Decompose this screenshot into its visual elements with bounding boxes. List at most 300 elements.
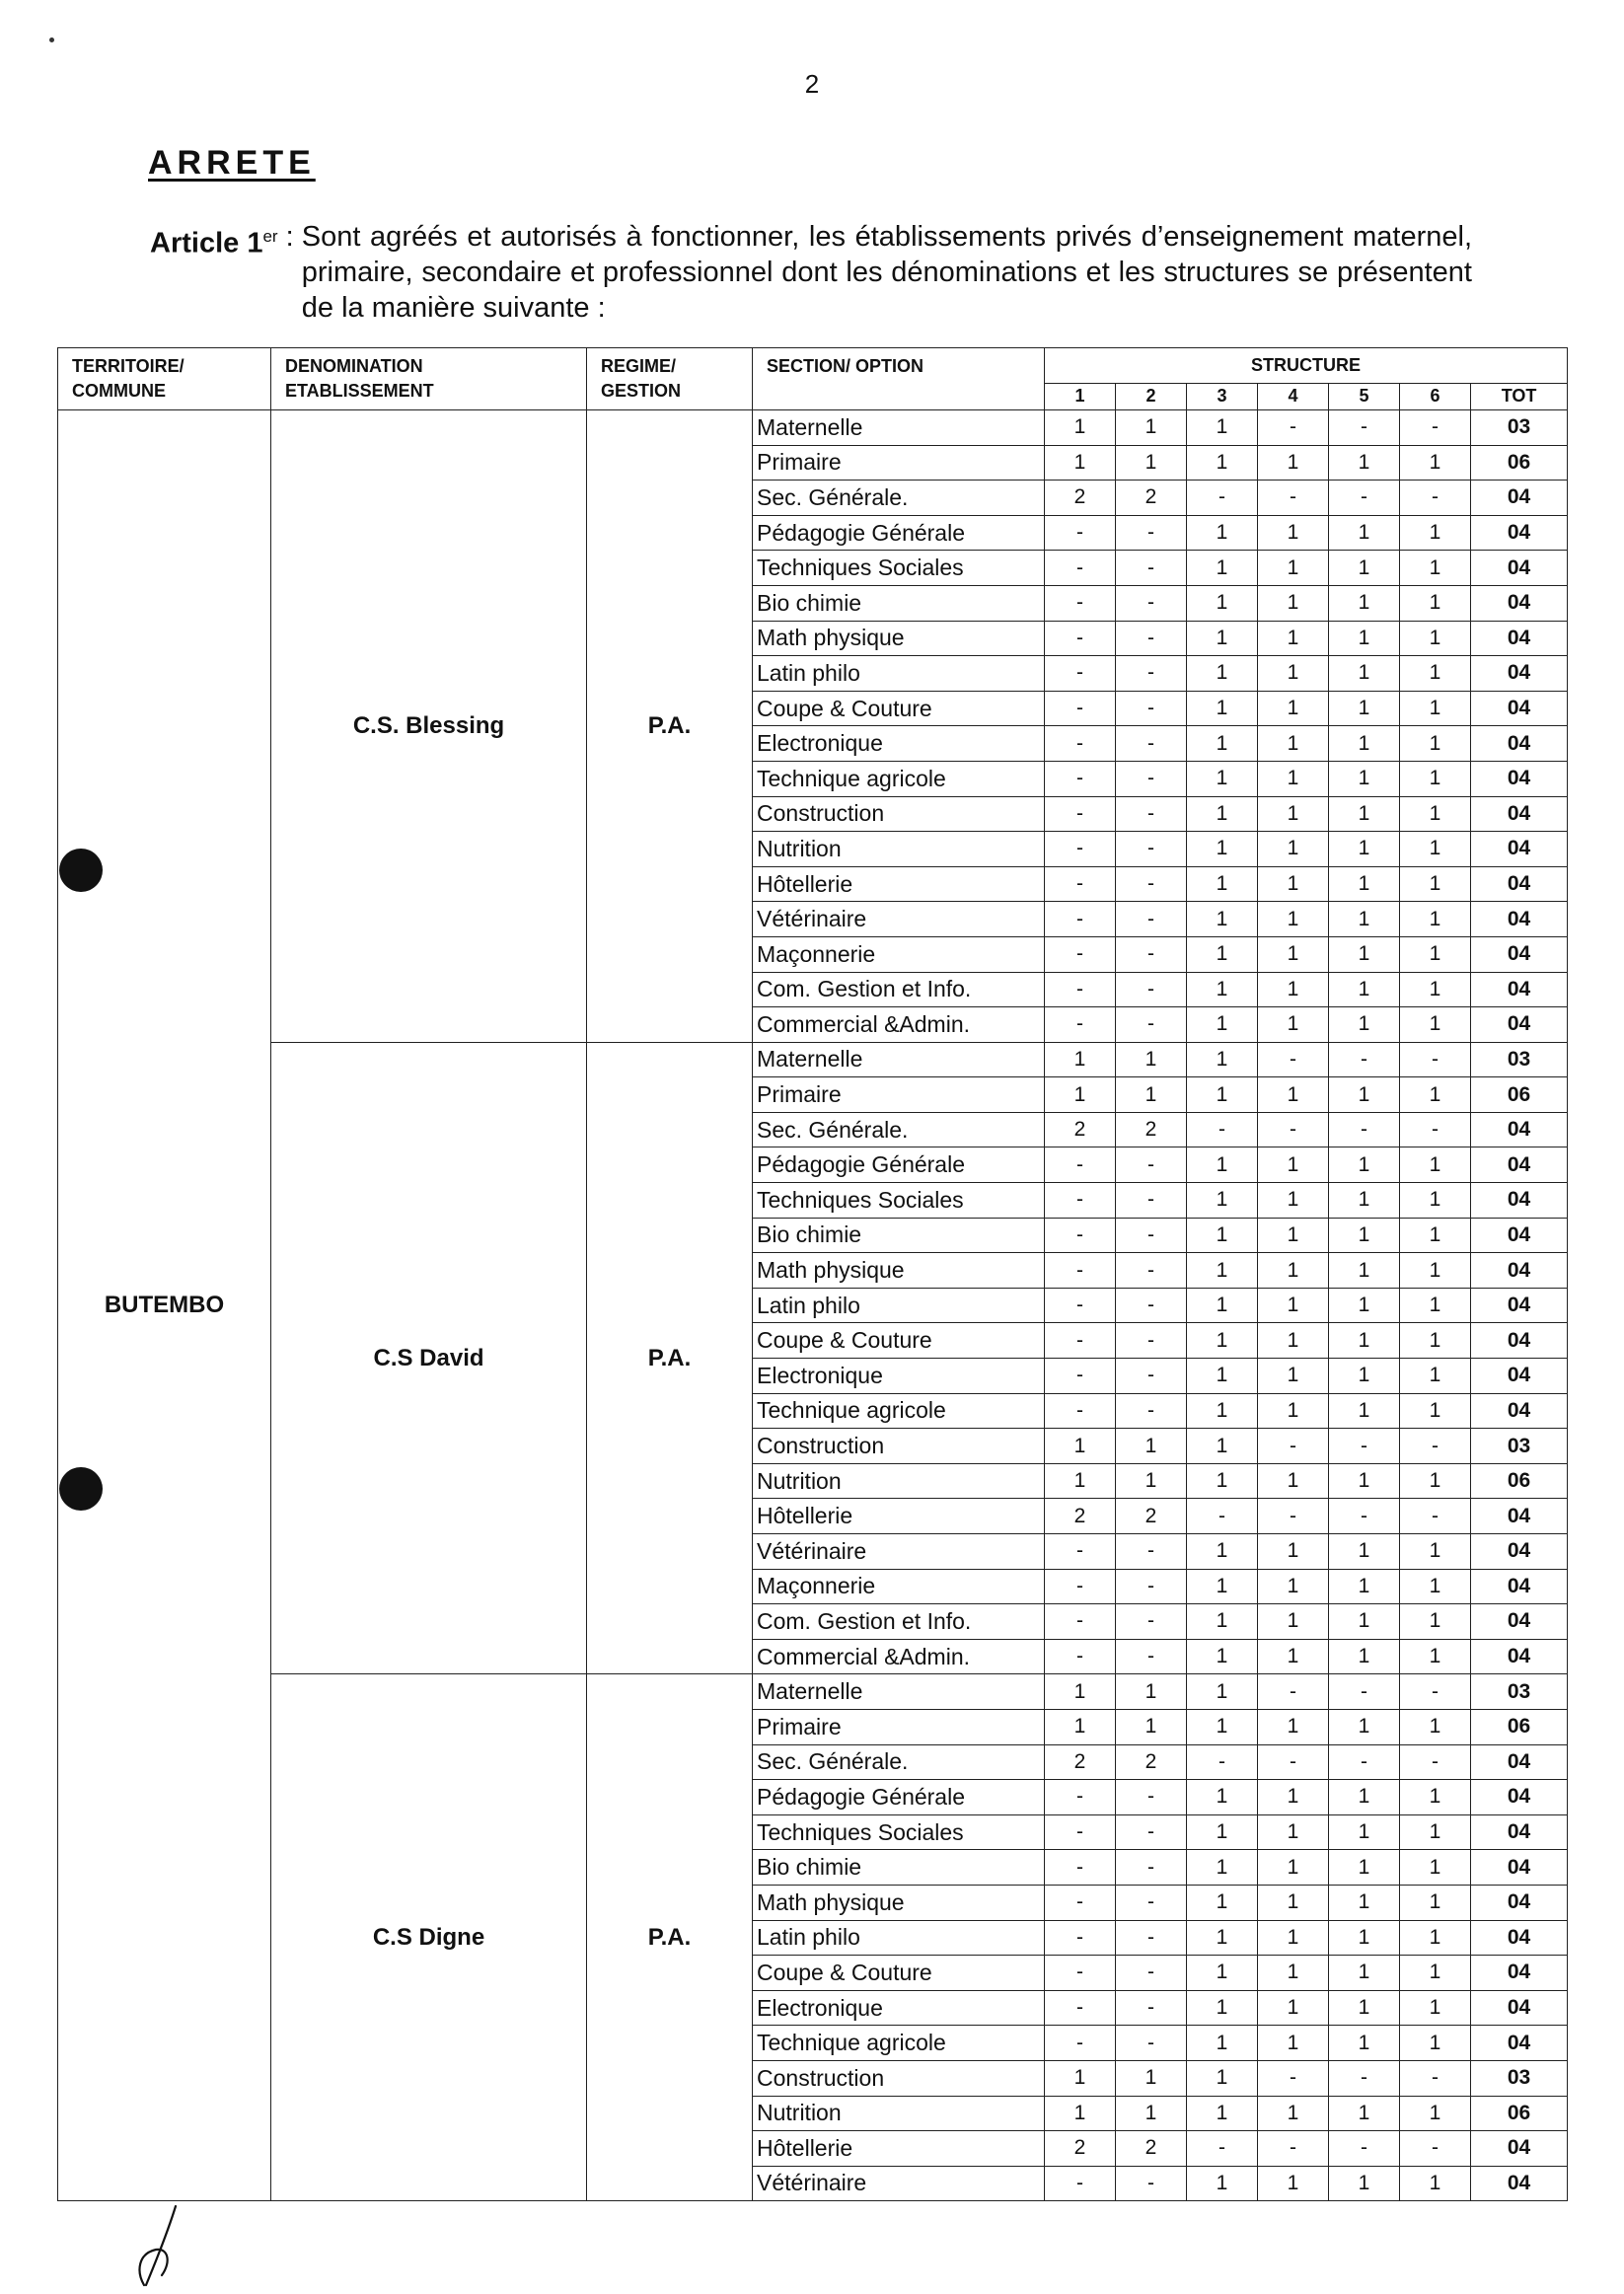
- level-3-cell: 1: [1187, 1042, 1258, 1077]
- level-5-cell: 1: [1329, 2166, 1400, 2201]
- level-3-cell: -: [1187, 1499, 1258, 1534]
- level-6-cell: -: [1400, 410, 1471, 446]
- level-4-cell: 1: [1258, 1323, 1329, 1359]
- level-4-cell: 1: [1258, 1534, 1329, 1570]
- level-2-cell: 2: [1116, 1112, 1187, 1147]
- level-5-cell: 1: [1329, 726, 1400, 762]
- level-3-cell: 1: [1187, 832, 1258, 867]
- total-cell: 04: [1471, 551, 1568, 586]
- level-5-cell: 1: [1329, 1780, 1400, 1815]
- level-1-cell: -: [1045, 1323, 1116, 1359]
- level-3-cell: 1: [1187, 2166, 1258, 2201]
- level-2-cell: -: [1116, 1534, 1187, 1570]
- level-1-cell: 2: [1045, 1499, 1116, 1534]
- level-4-cell: -: [1258, 2131, 1329, 2167]
- level-5-cell: -: [1329, 1744, 1400, 1780]
- option-name: Vétérinaire: [753, 2166, 1045, 2201]
- total-cell: 06: [1471, 1077, 1568, 1113]
- level-1-cell: -: [1045, 1850, 1116, 1886]
- level-2-cell: -: [1116, 936, 1187, 972]
- level-4-cell: 1: [1258, 1183, 1329, 1219]
- signature-mark: [128, 2202, 197, 2291]
- total-cell: 04: [1471, 796, 1568, 832]
- level-5-cell: -: [1329, 1112, 1400, 1147]
- total-cell: 04: [1471, 1007, 1568, 1043]
- level-6-cell: 1: [1400, 1990, 1471, 2026]
- level-6-cell: 1: [1400, 1253, 1471, 1289]
- level-6-cell: 1: [1400, 1147, 1471, 1183]
- level-3-cell: 1: [1187, 1990, 1258, 2026]
- level-2-cell: -: [1116, 1569, 1187, 1604]
- level-6-cell: 1: [1400, 832, 1471, 867]
- level-5-cell: 1: [1329, 936, 1400, 972]
- total-cell: 04: [1471, 2131, 1568, 2167]
- level-3-cell: 1: [1187, 761, 1258, 796]
- level-5-cell: -: [1329, 1674, 1400, 1710]
- level-3-cell: 1: [1187, 1253, 1258, 1289]
- header-level-2: 2: [1116, 383, 1187, 409]
- option-name: Construction: [753, 2060, 1045, 2096]
- level-6-cell: 1: [1400, 2166, 1471, 2201]
- level-1-cell: 1: [1045, 2060, 1116, 2096]
- level-2-cell: -: [1116, 621, 1187, 656]
- level-3-cell: 1: [1187, 1709, 1258, 1744]
- level-2-cell: -: [1116, 1323, 1187, 1359]
- level-2-cell: -: [1116, 585, 1187, 621]
- level-5-cell: 1: [1329, 832, 1400, 867]
- level-1-cell: 1: [1045, 1042, 1116, 1077]
- level-6-cell: 1: [1400, 1885, 1471, 1920]
- level-2-cell: -: [1116, 832, 1187, 867]
- option-name: Techniques Sociales: [753, 1814, 1045, 1850]
- level-6-cell: 1: [1400, 796, 1471, 832]
- level-2-cell: -: [1116, 796, 1187, 832]
- option-name: Math physique: [753, 621, 1045, 656]
- total-cell: 04: [1471, 2026, 1568, 2061]
- level-5-cell: 1: [1329, 691, 1400, 726]
- level-3-cell: 1: [1187, 1077, 1258, 1113]
- option-name: Coupe & Couture: [753, 691, 1045, 726]
- option-name: Coupe & Couture: [753, 1956, 1045, 1991]
- level-2-cell: -: [1116, 1604, 1187, 1640]
- level-4-cell: -: [1258, 1744, 1329, 1780]
- page-number: 2: [804, 69, 820, 99]
- level-1-cell: 2: [1045, 1112, 1116, 1147]
- level-3-cell: 1: [1187, 1463, 1258, 1499]
- level-1-cell: -: [1045, 1288, 1116, 1323]
- school-name: C.S. Blessing: [271, 410, 587, 1043]
- level-1-cell: -: [1045, 1814, 1116, 1850]
- article-colon: :: [277, 221, 302, 253]
- level-4-cell: 1: [1258, 621, 1329, 656]
- level-5-cell: 1: [1329, 1077, 1400, 1113]
- level-1-cell: -: [1045, 621, 1116, 656]
- level-2-cell: 1: [1116, 1463, 1187, 1499]
- total-cell: 04: [1471, 1990, 1568, 2026]
- level-1-cell: 1: [1045, 2096, 1116, 2131]
- level-6-cell: 1: [1400, 972, 1471, 1007]
- level-5-cell: 1: [1329, 1885, 1400, 1920]
- level-2-cell: -: [1116, 972, 1187, 1007]
- option-name: Nutrition: [753, 832, 1045, 867]
- scan-speck: [49, 37, 54, 42]
- total-cell: 04: [1471, 621, 1568, 656]
- level-1-cell: -: [1045, 515, 1116, 551]
- level-3-cell: 1: [1187, 936, 1258, 972]
- level-6-cell: 1: [1400, 1077, 1471, 1113]
- total-cell: 06: [1471, 1709, 1568, 1744]
- level-4-cell: 1: [1258, 1288, 1329, 1323]
- total-cell: 04: [1471, 2166, 1568, 2201]
- total-cell: 04: [1471, 972, 1568, 1007]
- level-5-cell: 1: [1329, 1183, 1400, 1219]
- level-5-cell: 1: [1329, 621, 1400, 656]
- level-2-cell: -: [1116, 726, 1187, 762]
- total-cell: 04: [1471, 1604, 1568, 1640]
- total-cell: 04: [1471, 1814, 1568, 1850]
- level-1-cell: -: [1045, 1885, 1116, 1920]
- option-name: Electronique: [753, 726, 1045, 762]
- level-1-cell: -: [1045, 1218, 1116, 1253]
- level-3-cell: 1: [1187, 1885, 1258, 1920]
- level-5-cell: -: [1329, 410, 1400, 446]
- level-1-cell: -: [1045, 656, 1116, 692]
- option-name: Maternelle: [753, 410, 1045, 446]
- option-name: Bio chimie: [753, 1850, 1045, 1886]
- level-5-cell: 1: [1329, 1147, 1400, 1183]
- total-cell: 03: [1471, 1674, 1568, 1710]
- total-cell: 04: [1471, 1323, 1568, 1359]
- total-cell: 04: [1471, 585, 1568, 621]
- level-6-cell: 1: [1400, 445, 1471, 481]
- level-5-cell: 1: [1329, 1920, 1400, 1956]
- level-1-cell: -: [1045, 761, 1116, 796]
- header-regime: REGIME/ GESTION: [587, 348, 753, 410]
- level-2-cell: 1: [1116, 445, 1187, 481]
- level-3-cell: -: [1187, 1112, 1258, 1147]
- level-6-cell: 1: [1400, 866, 1471, 902]
- level-4-cell: 1: [1258, 691, 1329, 726]
- level-5-cell: 1: [1329, 761, 1400, 796]
- level-5-cell: 1: [1329, 551, 1400, 586]
- level-2-cell: -: [1116, 1920, 1187, 1956]
- option-name: Bio chimie: [753, 1218, 1045, 1253]
- level-5-cell: 1: [1329, 1393, 1400, 1429]
- level-5-cell: 1: [1329, 1534, 1400, 1570]
- total-cell: 04: [1471, 481, 1568, 516]
- level-1-cell: 1: [1045, 1674, 1116, 1710]
- level-5-cell: 1: [1329, 1007, 1400, 1043]
- level-3-cell: 1: [1187, 1534, 1258, 1570]
- level-6-cell: 1: [1400, 1007, 1471, 1043]
- level-2-cell: -: [1116, 1288, 1187, 1323]
- option-name: Math physique: [753, 1253, 1045, 1289]
- total-cell: 04: [1471, 726, 1568, 762]
- level-4-cell: 1: [1258, 972, 1329, 1007]
- level-4-cell: 1: [1258, 1463, 1329, 1499]
- header-level-4: 4: [1258, 383, 1329, 409]
- binder-hole: [59, 849, 103, 892]
- level-2-cell: -: [1116, 1639, 1187, 1674]
- level-3-cell: 1: [1187, 445, 1258, 481]
- level-4-cell: 1: [1258, 551, 1329, 586]
- level-4-cell: -: [1258, 1499, 1329, 1534]
- level-1-cell: -: [1045, 1604, 1116, 1640]
- level-6-cell: 1: [1400, 585, 1471, 621]
- option-name: Technique agricole: [753, 2026, 1045, 2061]
- level-5-cell: 1: [1329, 2026, 1400, 2061]
- level-5-cell: 1: [1329, 1253, 1400, 1289]
- level-5-cell: 1: [1329, 902, 1400, 937]
- total-cell: 04: [1471, 1534, 1568, 1570]
- level-1-cell: -: [1045, 1639, 1116, 1674]
- level-4-cell: 1: [1258, 1990, 1329, 2026]
- level-5-cell: 1: [1329, 1990, 1400, 2026]
- total-cell: 04: [1471, 1253, 1568, 1289]
- level-3-cell: 1: [1187, 656, 1258, 692]
- level-3-cell: 1: [1187, 1956, 1258, 1991]
- level-4-cell: -: [1258, 1112, 1329, 1147]
- option-name: Latin philo: [753, 1288, 1045, 1323]
- level-1-cell: -: [1045, 2166, 1116, 2201]
- total-cell: 04: [1471, 515, 1568, 551]
- level-4-cell: 1: [1258, 1147, 1329, 1183]
- level-2-cell: -: [1116, 1850, 1187, 1886]
- option-name: Nutrition: [753, 2096, 1045, 2131]
- level-6-cell: 1: [1400, 656, 1471, 692]
- option-name: Hôtellerie: [753, 2131, 1045, 2167]
- total-cell: 04: [1471, 761, 1568, 796]
- header-structure: STRUCTURE: [1045, 348, 1568, 384]
- level-4-cell: 1: [1258, 445, 1329, 481]
- level-6-cell: 1: [1400, 1709, 1471, 1744]
- total-cell: 06: [1471, 2096, 1568, 2131]
- level-2-cell: -: [1116, 551, 1187, 586]
- level-4-cell: 1: [1258, 1253, 1329, 1289]
- level-1-cell: -: [1045, 936, 1116, 972]
- level-2-cell: -: [1116, 866, 1187, 902]
- level-1-cell: -: [1045, 1990, 1116, 2026]
- article-text: Sont agréés et autorisés à fonctionner, les établissements privés d’enseignement maternel, primaire, secondaire et professionnel dont les dénominations et les structures se présentent de la manière suivante :: [301, 221, 1472, 324]
- level-3-cell: 1: [1187, 1288, 1258, 1323]
- article-label-sup: er: [262, 227, 278, 246]
- level-2-cell: -: [1116, 1007, 1187, 1043]
- level-5-cell: 1: [1329, 866, 1400, 902]
- level-6-cell: 1: [1400, 1850, 1471, 1886]
- option-name: Maternelle: [753, 1042, 1045, 1077]
- level-2-cell: -: [1116, 1218, 1187, 1253]
- level-5-cell: 1: [1329, 445, 1400, 481]
- level-4-cell: 1: [1258, 1780, 1329, 1815]
- table-row: [58, 410, 1568, 446]
- level-6-cell: -: [1400, 2060, 1471, 2096]
- level-2-cell: -: [1116, 1359, 1187, 1394]
- table-row: [58, 1042, 1568, 1077]
- table-row: [58, 1674, 1568, 1710]
- header-territory: TERRITOIRE/ COMMUNE: [58, 348, 271, 410]
- level-4-cell: 1: [1258, 796, 1329, 832]
- level-6-cell: -: [1400, 1429, 1471, 1464]
- option-name: Latin philo: [753, 1920, 1045, 1956]
- level-5-cell: -: [1329, 1499, 1400, 1534]
- level-6-cell: -: [1400, 1674, 1471, 1710]
- level-3-cell: 1: [1187, 866, 1258, 902]
- level-4-cell: -: [1258, 481, 1329, 516]
- level-3-cell: 1: [1187, 585, 1258, 621]
- level-3-cell: 1: [1187, 551, 1258, 586]
- level-4-cell: -: [1258, 410, 1329, 446]
- level-6-cell: 1: [1400, 902, 1471, 937]
- option-name: Primaire: [753, 1709, 1045, 1744]
- level-4-cell: 1: [1258, 656, 1329, 692]
- level-6-cell: 1: [1400, 515, 1471, 551]
- level-1-cell: -: [1045, 1780, 1116, 1815]
- level-2-cell: -: [1116, 1780, 1187, 1815]
- level-1-cell: -: [1045, 1253, 1116, 1289]
- level-1-cell: 1: [1045, 410, 1116, 446]
- level-1-cell: -: [1045, 902, 1116, 937]
- total-cell: 04: [1471, 1499, 1568, 1534]
- level-3-cell: 1: [1187, 1639, 1258, 1674]
- level-4-cell: -: [1258, 2060, 1329, 2096]
- level-3-cell: 1: [1187, 1007, 1258, 1043]
- total-cell: 04: [1471, 1218, 1568, 1253]
- total-cell: 04: [1471, 902, 1568, 937]
- level-2-cell: 2: [1116, 2131, 1187, 2167]
- level-2-cell: 1: [1116, 2096, 1187, 2131]
- level-4-cell: -: [1258, 1042, 1329, 1077]
- total-cell: 04: [1471, 936, 1568, 972]
- level-2-cell: 2: [1116, 1744, 1187, 1780]
- school-regime: P.A.: [587, 1042, 753, 1674]
- level-1-cell: -: [1045, 796, 1116, 832]
- level-4-cell: 1: [1258, 585, 1329, 621]
- level-4-cell: 1: [1258, 1639, 1329, 1674]
- total-cell: 06: [1471, 445, 1568, 481]
- option-name: Construction: [753, 796, 1045, 832]
- level-3-cell: 1: [1187, 1393, 1258, 1429]
- level-2-cell: -: [1116, 1956, 1187, 1991]
- total-cell: 04: [1471, 691, 1568, 726]
- option-name: Com. Gestion et Info.: [753, 1604, 1045, 1640]
- level-2-cell: -: [1116, 1147, 1187, 1183]
- level-1-cell: -: [1045, 726, 1116, 762]
- option-name: Maçonnerie: [753, 936, 1045, 972]
- level-5-cell: 1: [1329, 515, 1400, 551]
- level-4-cell: 1: [1258, 1359, 1329, 1394]
- level-2-cell: -: [1116, 515, 1187, 551]
- level-1-cell: 2: [1045, 1744, 1116, 1780]
- level-1-cell: -: [1045, 1956, 1116, 1991]
- level-5-cell: 1: [1329, 1218, 1400, 1253]
- total-cell: 04: [1471, 1147, 1568, 1183]
- level-6-cell: 1: [1400, 1463, 1471, 1499]
- level-1-cell: 2: [1045, 2131, 1116, 2167]
- level-5-cell: 1: [1329, 972, 1400, 1007]
- level-6-cell: 1: [1400, 2096, 1471, 2131]
- level-6-cell: 1: [1400, 2026, 1471, 2061]
- level-3-cell: 1: [1187, 1604, 1258, 1640]
- level-4-cell: 1: [1258, 2166, 1329, 2201]
- total-cell: 04: [1471, 1393, 1568, 1429]
- level-6-cell: -: [1400, 1112, 1471, 1147]
- level-4-cell: 1: [1258, 1709, 1329, 1744]
- total-cell: 04: [1471, 1183, 1568, 1219]
- level-6-cell: 1: [1400, 621, 1471, 656]
- level-4-cell: 1: [1258, 1885, 1329, 1920]
- level-3-cell: 1: [1187, 1814, 1258, 1850]
- level-3-cell: 1: [1187, 2060, 1258, 2096]
- level-2-cell: -: [1116, 691, 1187, 726]
- total-cell: 04: [1471, 656, 1568, 692]
- total-cell: 04: [1471, 1359, 1568, 1394]
- level-3-cell: 1: [1187, 621, 1258, 656]
- document-heading: ARRETE: [148, 144, 316, 182]
- level-4-cell: 1: [1258, 1920, 1329, 1956]
- level-3-cell: -: [1187, 481, 1258, 516]
- level-4-cell: 1: [1258, 1604, 1329, 1640]
- level-4-cell: 1: [1258, 832, 1329, 867]
- level-6-cell: 1: [1400, 1534, 1471, 1570]
- level-4-cell: 1: [1258, 1007, 1329, 1043]
- level-2-cell: -: [1116, 1253, 1187, 1289]
- level-6-cell: 1: [1400, 761, 1471, 796]
- level-6-cell: 1: [1400, 936, 1471, 972]
- option-name: Nutrition: [753, 1463, 1045, 1499]
- option-name: Pédagogie Générale: [753, 1780, 1045, 1815]
- level-2-cell: -: [1116, 2166, 1187, 2201]
- level-4-cell: 1: [1258, 936, 1329, 972]
- level-1-cell: -: [1045, 551, 1116, 586]
- header-section: SECTION/ OPTION: [753, 348, 1045, 410]
- level-5-cell: 1: [1329, 1569, 1400, 1604]
- level-1-cell: 1: [1045, 1463, 1116, 1499]
- option-name: Sec. Générale.: [753, 1112, 1045, 1147]
- level-5-cell: 1: [1329, 1850, 1400, 1886]
- header-total: TOT: [1471, 383, 1568, 409]
- level-5-cell: 1: [1329, 2096, 1400, 2131]
- option-name: Primaire: [753, 1077, 1045, 1113]
- option-name: Techniques Sociales: [753, 1183, 1045, 1219]
- level-5-cell: 1: [1329, 1639, 1400, 1674]
- level-2-cell: 1: [1116, 2060, 1187, 2096]
- level-1-cell: 1: [1045, 1709, 1116, 1744]
- level-2-cell: 2: [1116, 1499, 1187, 1534]
- level-4-cell: 1: [1258, 1077, 1329, 1113]
- header-level-3: 3: [1187, 383, 1258, 409]
- total-cell: 04: [1471, 866, 1568, 902]
- option-name: Techniques Sociales: [753, 551, 1045, 586]
- level-2-cell: -: [1116, 761, 1187, 796]
- option-name: Hôtellerie: [753, 866, 1045, 902]
- level-2-cell: -: [1116, 1885, 1187, 1920]
- level-5-cell: -: [1329, 481, 1400, 516]
- level-2-cell: -: [1116, 1990, 1187, 2026]
- option-name: Maçonnerie: [753, 1569, 1045, 1604]
- level-2-cell: -: [1116, 1814, 1187, 1850]
- level-3-cell: 1: [1187, 1850, 1258, 1886]
- level-3-cell: 1: [1187, 515, 1258, 551]
- level-5-cell: -: [1329, 1429, 1400, 1464]
- total-cell: 03: [1471, 2060, 1568, 2096]
- level-4-cell: 1: [1258, 1814, 1329, 1850]
- total-cell: 03: [1471, 1042, 1568, 1077]
- level-6-cell: 1: [1400, 1814, 1471, 1850]
- level-3-cell: 1: [1187, 1920, 1258, 1956]
- level-2-cell: -: [1116, 2026, 1187, 2061]
- level-1-cell: 2: [1045, 481, 1116, 516]
- level-3-cell: 1: [1187, 726, 1258, 762]
